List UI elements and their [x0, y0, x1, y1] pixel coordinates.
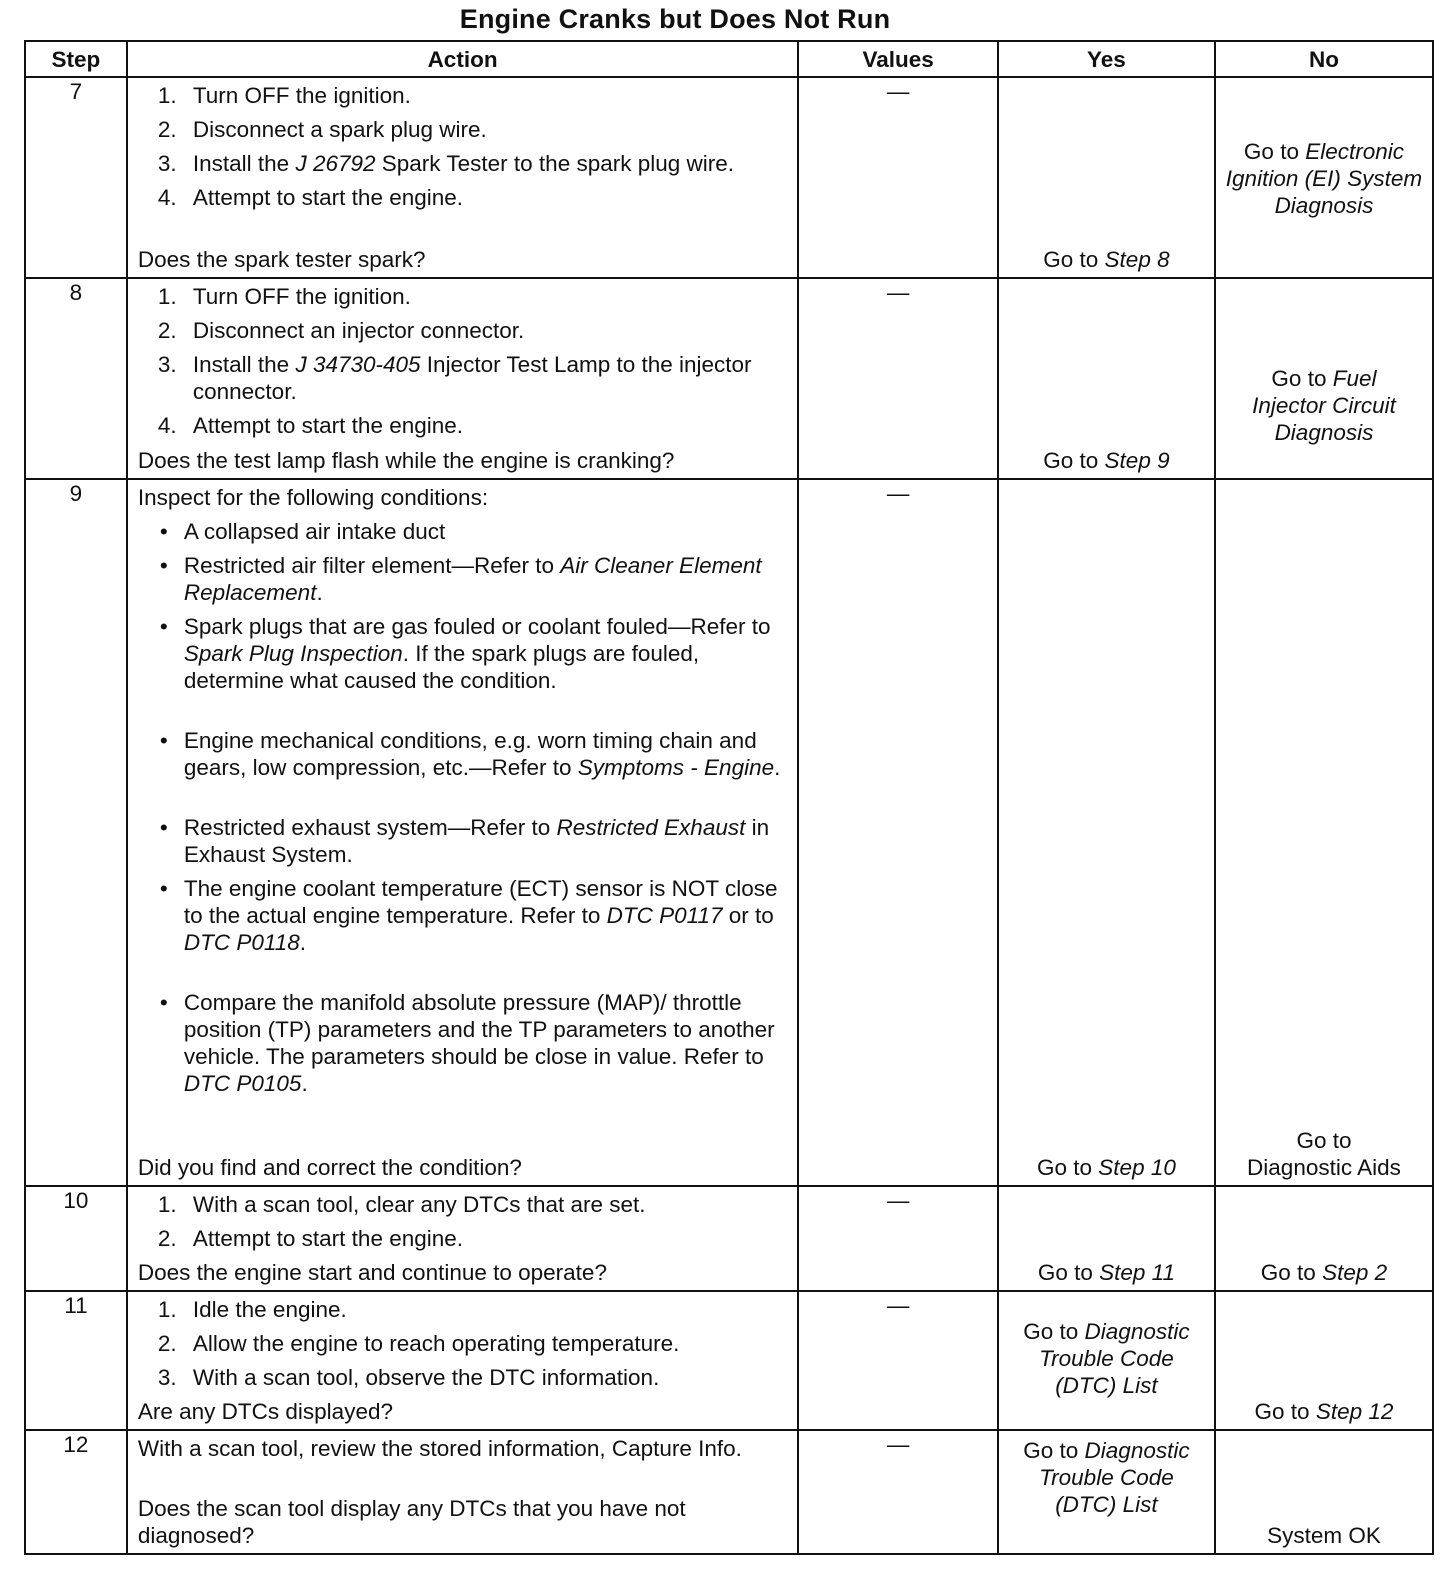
action-list [138, 82, 789, 211]
page-title: Engine Cranks but Does Not Run [459, 4, 891, 34]
header-step: Step [25, 41, 127, 77]
list-item: 4. Attempt to start the engine. [157, 413, 464, 438]
header-action: Action [127, 41, 798, 77]
list-item: • Compare the manifold absolute pressure (MAP)/ throttle position (TP) parameters and the TP parameters to another vehicle. The parameters should be close in value. Refer to DTC P0105. [138, 989, 789, 1097]
table-row-step-9 [25, 479, 1433, 1186]
table-row-step-11 [25, 1291, 1433, 1430]
intro-text: Inspect for the following conditions: [137, 485, 489, 510]
table-row-step-10 [25, 1186, 1433, 1291]
question-text: Does the engine start and continue to operate? [137, 1260, 607, 1285]
list-item: • Restricted air filter element—Refer to Air Cleaner Element Replacement. [138, 552, 789, 606]
action-cell [127, 278, 798, 479]
yes-cell: Go to Step 9 [998, 278, 1215, 479]
step-number: 10 [25, 1186, 127, 1291]
step-number: 11 [25, 1291, 127, 1430]
list-item: 1. Turn OFF the ignition. [157, 284, 411, 309]
action-list [138, 1191, 789, 1252]
table-row-step-12 [25, 1430, 1433, 1554]
action-list [138, 1296, 789, 1391]
header-yes: Yes [998, 41, 1215, 77]
list-item: 2. Disconnect a spark plug wire. [157, 117, 487, 142]
yes-cell: Go to Step 8 [998, 77, 1215, 278]
list-item: 1. Turn OFF the ignition. [157, 83, 411, 108]
step-number: 7 [25, 77, 127, 278]
step-number: 9 [25, 479, 127, 1186]
list-item: • The engine coolant temperature (ECT) sensor is NOT close to the actual engine temperature. Refer to DTC P0117 or to DTC P0118. [138, 875, 789, 956]
values-cell: — [798, 1186, 998, 1291]
list-item: 3. With a scan tool, observe the DTC information. [157, 1365, 660, 1390]
action-cell [127, 479, 798, 1186]
table-header-row [25, 41, 1433, 77]
no-cell: Go to Fuel Injector Circuit Diagnosis [1215, 278, 1433, 479]
list-item: 1. Idle the engine. [157, 1297, 347, 1322]
no-cell: Go to Step 2 [1215, 1186, 1433, 1291]
table-row-step-8 [25, 278, 1433, 479]
table-row-step-7 [25, 77, 1433, 278]
header-values: Values [798, 41, 998, 77]
list-item: • Engine mechanical conditions, e.g. worn timing chain and gears, low compression, etc.—Refer to Symptoms - Engine. [138, 727, 789, 781]
question-text: Does the spark tester spark? [137, 247, 426, 272]
no-cell: Go to Step 12 [1215, 1291, 1433, 1430]
no-cell: System OK [1215, 1430, 1433, 1554]
diagnostic-table [24, 40, 1434, 1555]
action-cell [127, 77, 798, 278]
no-cell: Go to Electronic Ignition (EI) System Diagnosis [1215, 77, 1433, 278]
action-list [138, 283, 789, 439]
values-cell: — [798, 1430, 998, 1554]
yes-cell: Go to Step 11 [998, 1186, 1215, 1291]
list-item: 1. With a scan tool, clear any DTCs that are set. [157, 1192, 646, 1217]
action-cell [127, 1430, 798, 1554]
action-cell [127, 1291, 798, 1430]
list-item: 4. Attempt to start the engine. [157, 185, 464, 210]
step-number: 8 [25, 278, 127, 479]
list-item: 2. Disconnect an injector connector. [157, 318, 525, 343]
question-text: Are any DTCs displayed? [137, 1399, 393, 1424]
condition-list [138, 518, 789, 1097]
no-cell: Go to Diagnostic Aids [1215, 479, 1433, 1186]
step-number: 12 [25, 1430, 127, 1554]
list-item: 3. Install the J 34730-405 Injector Test Lamp to the injector connector. [157, 352, 752, 404]
list-item: • Spark plugs that are gas fouled or coolant fouled—Refer to Spark Plug Inspection. If the spark plugs are fouled, determine what caused the condition. [138, 613, 789, 694]
action-cell [127, 1186, 798, 1291]
yes-cell: Go to Step 10 [998, 479, 1215, 1186]
values-cell: — [798, 278, 998, 479]
values-cell: — [798, 1291, 998, 1430]
list-item: 2. Attempt to start the engine. [157, 1226, 464, 1251]
values-cell: — [798, 77, 998, 278]
yes-cell: Go to Diagnostic Trouble Code (DTC) List [998, 1291, 1215, 1430]
question-text: Did you find and correct the condition? [137, 1155, 522, 1180]
action-text: With a scan tool, review the stored information, Capture Info. [137, 1436, 742, 1461]
list-item: 2. Allow the engine to reach operating temperature. [157, 1331, 680, 1356]
question-text: Does the test lamp flash while the engine is cranking? [137, 448, 675, 473]
yes-cell: Go to Diagnostic Trouble Code (DTC) List [998, 1430, 1215, 1554]
list-item: • A collapsed air intake duct [138, 518, 789, 545]
header-no: No [1215, 41, 1433, 77]
values-cell: — [798, 479, 998, 1186]
list-item: 3. Install the J 26792 Spark Tester to the spark plug wire. [157, 151, 735, 176]
list-item: • Restricted exhaust system—Refer to Restricted Exhaust in Exhaust System. [138, 814, 789, 868]
question-text: Does the scan tool display any DTCs that you have not diagnosed? [137, 1496, 686, 1548]
